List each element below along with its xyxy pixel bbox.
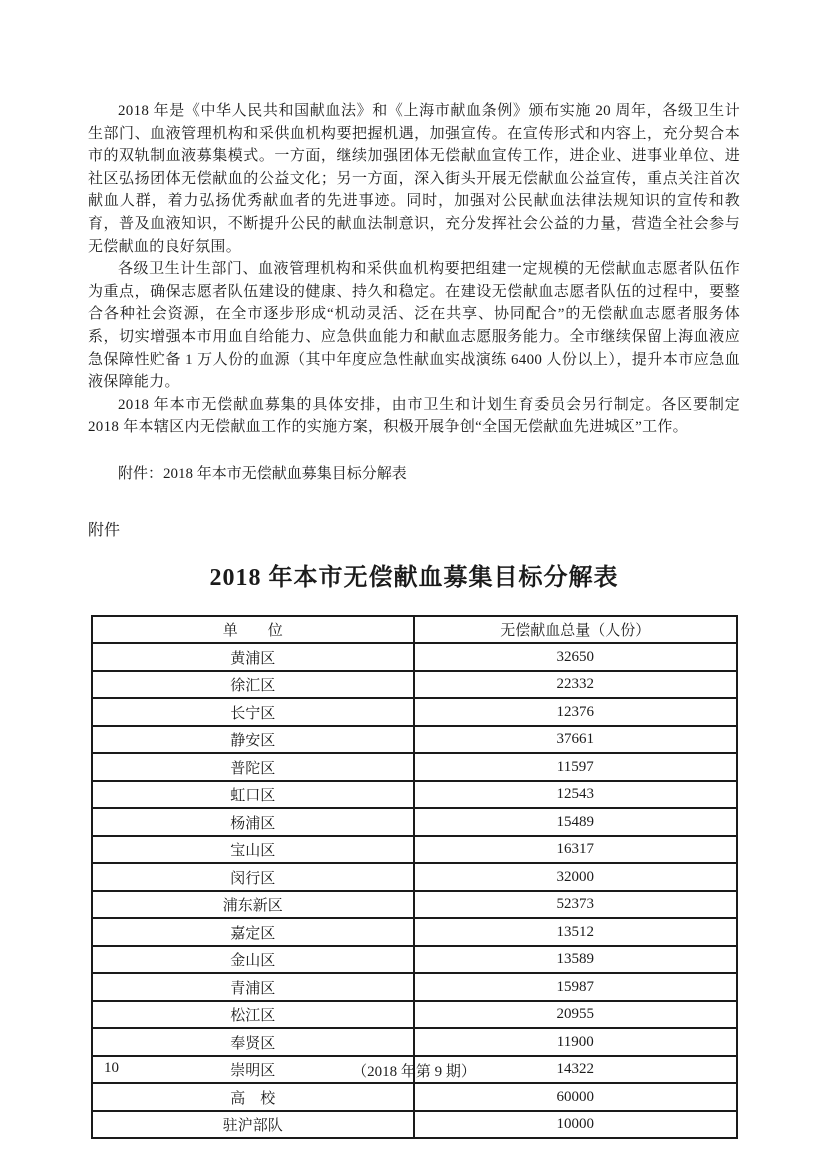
table-row xyxy=(92,781,737,809)
table-row xyxy=(92,946,737,974)
unit-cell: 闵行区 xyxy=(92,863,415,891)
attachment-label: 附件 xyxy=(88,521,121,539)
table-row xyxy=(92,671,737,699)
unit-cell: 静安区 xyxy=(92,726,415,754)
value-cell: 12543 xyxy=(414,781,737,809)
unit-cell: 金山区 xyxy=(92,946,415,974)
unit-cell: 奉贤区 xyxy=(92,1028,415,1056)
paragraph-2: 各级卫生计生部门、血液管理机构和采供血机构要把组建一定规模的无偿献血志愿者队伍作为重点，确保志愿者队伍建设的健康、持久和稳定。在建设无偿献血志愿者队伍的过程中，要整合各种社会资源，在全市逐步形成“机动灵活、泛在共享、协同配合”的无偿献血志愿者服务体系，切实增强本市用血自给能力、应急供血能力和献血志愿服务能力。全市继续保留上海血液应急保障性贮备 1 万人份的血源（其中年度应急性献血实战演练 6400 人份以上），提升本市应急血液保障能力。 xyxy=(88,261,740,391)
unit-cell: 松江区 xyxy=(92,1001,415,1029)
unit-cell: 长宁区 xyxy=(92,698,415,726)
value-cell: 15987 xyxy=(414,973,737,1001)
unit-cell: 浦东新区 xyxy=(92,891,415,919)
value-cell: 13589 xyxy=(414,946,737,974)
table-row xyxy=(92,1028,737,1056)
table-row xyxy=(92,863,737,891)
table-row xyxy=(92,1083,737,1111)
issue-label: （2018 年第 9 期） xyxy=(352,1064,476,1080)
table-row xyxy=(92,836,737,864)
page-number: 10 xyxy=(104,1060,119,1076)
page-footer xyxy=(88,1060,740,1082)
unit-cell: 青浦区 xyxy=(92,973,415,1001)
document-content xyxy=(88,100,740,1139)
unit-cell: 驻沪部队 xyxy=(92,1111,415,1139)
value-cell: 60000 xyxy=(414,1083,737,1111)
table-row xyxy=(92,891,737,919)
unit-cell: 宝山区 xyxy=(92,836,415,864)
paragraph-1: 2018 年是《中华人民共和国献血法》和《上海市献血条例》颁布实施 20 周年，各级卫生计生部门、血液管理机构和采供血机构要把握机遇，加强宣传。在宣传形式和内容上，充分契合本市的双轨制血液募集模式。一方面，继续加强团体无偿献血宣传工作，进企业、进事业单位、进社区弘扬团体无偿献血的公益文化；另一方面，深入街头开展无偿献血公益宣传，重点关注首次献血人群，着力弘扬优秀献血者的先进事迹。同时，加强对公民献血法律法规知识的宣传和教育，普及血液知识，不断提升公民的献血法制意识，充分发挥社会公益的力量，营造全社会参与无偿献血的良好氛围。 xyxy=(88,103,740,255)
unit-cell: 崇明区 xyxy=(92,1056,415,1084)
unit-cell: 虹口区 xyxy=(92,781,415,809)
column-header-total: 无偿献血总量（人份） xyxy=(414,616,737,644)
table-header-row xyxy=(92,616,737,644)
table-row xyxy=(92,643,737,671)
value-cell: 14322 xyxy=(414,1056,737,1084)
table-row xyxy=(92,1001,737,1029)
unit-cell: 徐汇区 xyxy=(92,671,415,699)
table-row xyxy=(92,918,737,946)
attachment-reference: 附件：2018 年本市无偿献血募集目标分解表 xyxy=(118,465,407,482)
value-cell: 13512 xyxy=(414,918,737,946)
paragraph-3: 2018 年本市无偿献血募集的具体安排，由市卫生和计划生育委员会另行制定。各区要制定 2018 年本辖区内无偿献血工作的实施方案，积极开展争创“全国无偿献血先进城区”工作。 xyxy=(88,396,740,436)
unit-cell: 普陀区 xyxy=(92,753,415,781)
table-row xyxy=(92,973,737,1001)
value-cell: 15489 xyxy=(414,808,737,836)
table-row xyxy=(92,753,737,781)
table-row xyxy=(92,808,737,836)
unit-cell: 杨浦区 xyxy=(92,808,415,836)
value-cell: 20955 xyxy=(414,1001,737,1029)
value-cell: 16317 xyxy=(414,836,737,864)
table-row xyxy=(92,1111,737,1139)
value-cell: 37661 xyxy=(414,726,737,754)
value-cell: 10000 xyxy=(414,1111,737,1139)
column-header-unit: 单 位 xyxy=(92,616,415,644)
unit-cell: 黄浦区 xyxy=(92,643,415,671)
value-cell: 11900 xyxy=(414,1028,737,1056)
table-row xyxy=(92,726,737,754)
value-cell: 11597 xyxy=(414,753,737,781)
table-title: 2018 年本市无偿献血募集目标分解表 xyxy=(209,564,619,591)
table-row xyxy=(92,698,737,726)
value-cell: 12376 xyxy=(414,698,737,726)
value-cell: 52373 xyxy=(414,891,737,919)
value-cell: 32650 xyxy=(414,643,737,671)
value-cell: 32000 xyxy=(414,863,737,891)
unit-cell: 嘉定区 xyxy=(92,918,415,946)
unit-cell: 高 校 xyxy=(92,1083,415,1111)
value-cell: 22332 xyxy=(414,671,737,699)
